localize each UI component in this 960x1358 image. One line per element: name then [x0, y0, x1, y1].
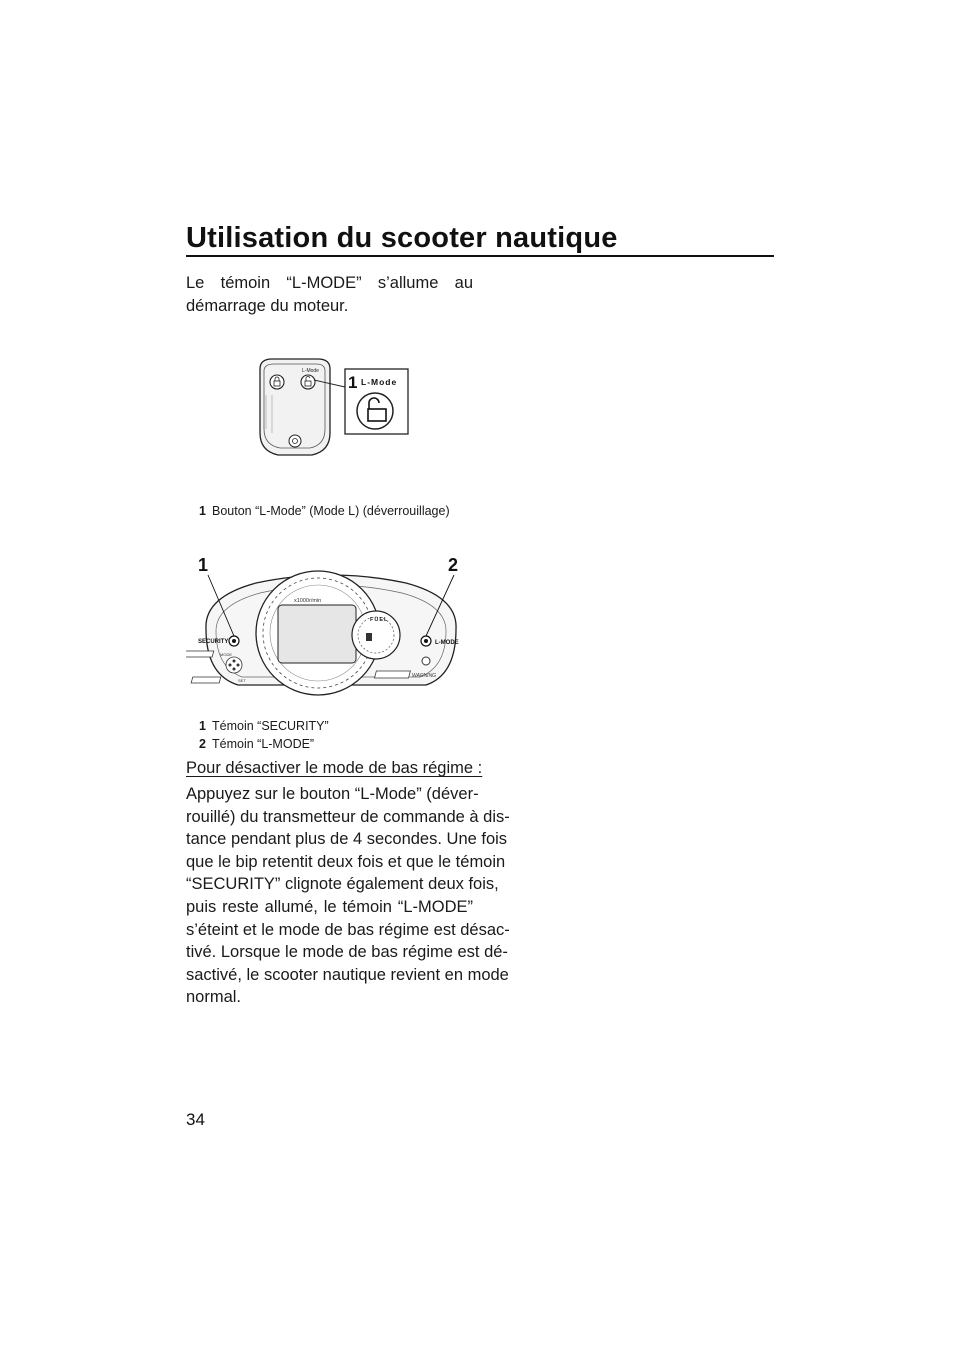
mode-button — [186, 651, 214, 657]
paragraph-line: tivé. Lorsque le mode de bas régime est dé- — [186, 943, 508, 962]
caption-text: Bouton “L-Mode” (Mode L) (déverrouillage) — [212, 504, 450, 518]
callout-number: 1 — [348, 373, 358, 392]
figure1-caption — [199, 502, 450, 520]
fuel-pump-icon — [366, 633, 372, 641]
callout-left-number: 1 — [198, 555, 209, 575]
mode-button-label: MODE — [220, 652, 232, 657]
section-subheading: Pour désactiver le mode de bas régime : — [186, 759, 483, 777]
set-button-label: SET — [238, 678, 246, 683]
caption-line — [199, 717, 329, 735]
paragraph-line: puis reste allumé, le témoin “L-MODE” — [186, 897, 473, 916]
paragraph-line: rouillé) du transmetteur de commande à dis- — [186, 807, 510, 826]
caption-number: 1 — [199, 504, 206, 518]
figure2-caption — [199, 717, 329, 753]
l-mode-button-icon — [301, 375, 315, 389]
security-label: SECURITY — [198, 639, 229, 645]
intro-paragraph: Le témoin “L-MODE” s’allume au démarrage du moteur. — [186, 274, 473, 315]
warning-lamp-icon — [422, 657, 430, 665]
set-button — [191, 677, 221, 683]
control-pad-icon — [226, 657, 242, 673]
fuel-label: FUEL — [370, 617, 389, 623]
paragraph-line: Appuyez sur le bouton “L-Mode” (déver- — [186, 785, 479, 803]
callout-right-number: 2 — [448, 555, 459, 575]
paragraph-line: tance pendant plus de 4 secondes. Une fois — [186, 830, 508, 849]
paragraph-line: “SECURITY” clignote également deux fois, — [186, 875, 499, 894]
page-title: Utilisation du scooter nautique — [186, 222, 618, 254]
paragraph-line: normal. — [186, 988, 242, 1007]
instrument-cluster-figure — [186, 553, 476, 698]
caption-text: Témoin “L-MODE” — [212, 737, 315, 751]
callout-label: L-Mode — [361, 377, 398, 387]
caption-number: 1 — [199, 719, 206, 733]
title-rule — [186, 255, 774, 257]
main-paragraph — [186, 783, 510, 1009]
remote-l-mode-label: L-Mode — [302, 368, 319, 374]
speed-unit-label: x1000r/min — [294, 598, 322, 604]
caption-text: Témoin “SECURITY” — [212, 719, 329, 733]
paragraph-line: que le bip retentit deux fois et que le témoin — [186, 852, 506, 871]
warning-label: WARNING — [412, 673, 437, 679]
caption-line — [199, 735, 329, 753]
paragraph-line: sactivé, le scooter nautique revient en mode — [186, 965, 509, 984]
remote-transmitter-figure — [250, 355, 415, 467]
paragraph-line: s’éteint et le mode de bas régime est désac- — [186, 920, 510, 939]
l-mode-label: L-MODE — [435, 640, 459, 646]
caption-number: 2 — [199, 737, 206, 751]
page-number: 34 — [186, 1110, 205, 1129]
lcd-display — [278, 605, 356, 663]
